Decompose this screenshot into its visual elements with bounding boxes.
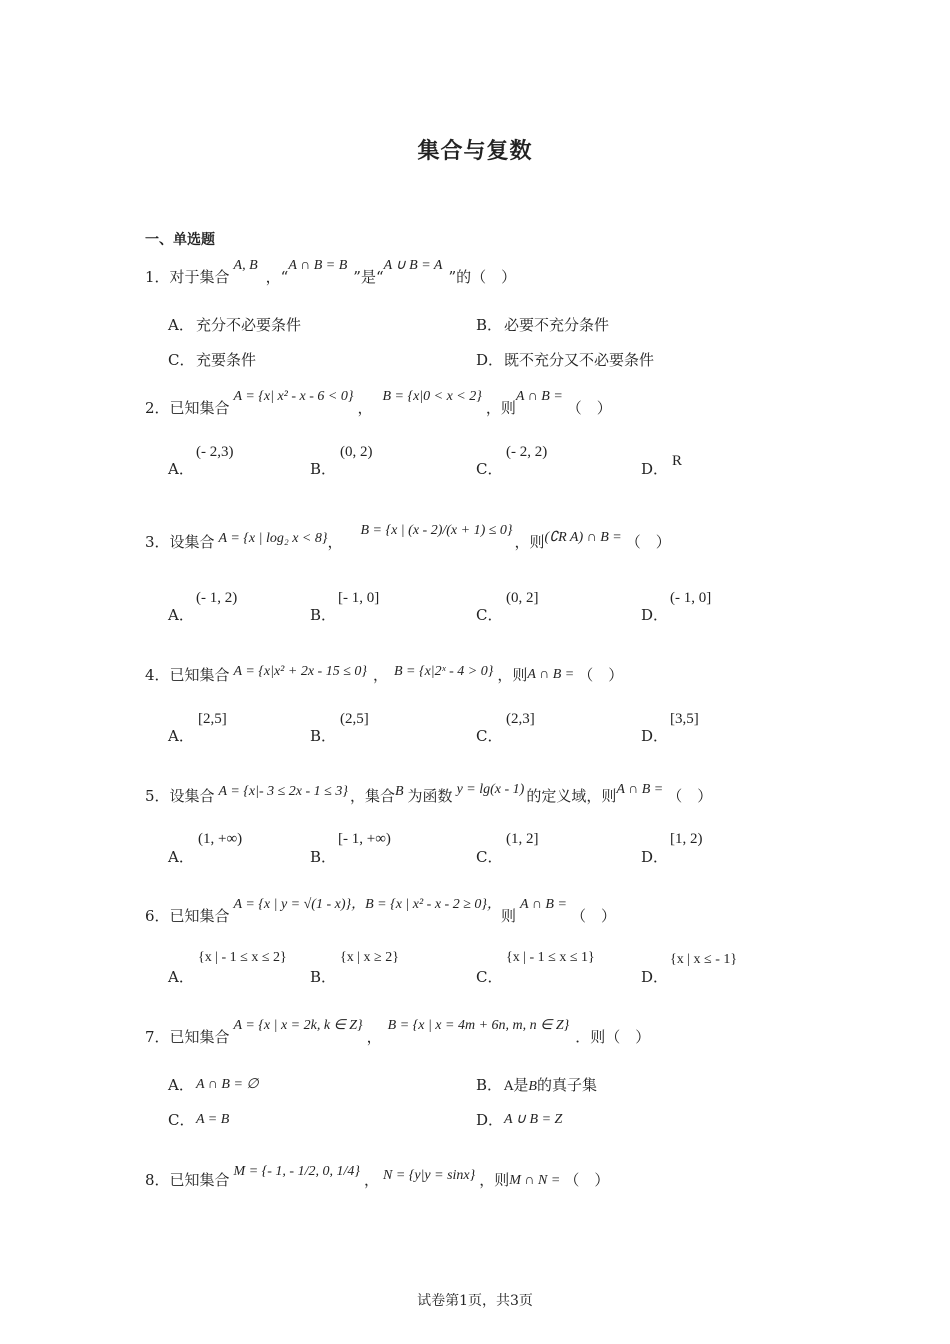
option-label: B．	[310, 968, 337, 986]
question-text: （ ）	[625, 533, 671, 551]
question-number: 4．已知集合	[145, 666, 230, 684]
option-b[interactable]	[476, 314, 609, 335]
math-expr: A = {x| x² - x - 6 < 0}	[233, 389, 354, 404]
option-c[interactable]	[476, 604, 504, 625]
question-text: ，集合	[349, 787, 395, 805]
question-8	[145, 1164, 610, 1190]
question-text: ，	[372, 666, 388, 684]
question-number: 1．对于集合	[145, 268, 230, 286]
math-expr: (∁R A) ∩ B =	[544, 530, 622, 545]
question-text: ”是“	[353, 268, 384, 286]
math-expr: A ∪ B = A	[383, 258, 443, 273]
math-expr: B = {x | x = 4m + 6n, m, n ∈ Z}	[387, 1018, 570, 1033]
option-text: 充要条件	[196, 351, 257, 369]
option-d[interactable]	[641, 846, 669, 867]
option-a-value: (1, +∞)	[198, 831, 243, 847]
question-text: ．则（ ）	[575, 1028, 651, 1046]
option-c[interactable]	[476, 725, 504, 746]
option-a[interactable]	[168, 314, 301, 335]
question-4	[145, 664, 623, 685]
option-c[interactable]	[476, 846, 504, 867]
page-title: 集合与复数	[417, 138, 533, 164]
section-heading: 一、单选题	[145, 232, 215, 248]
question-number: 3．设集合	[145, 533, 215, 551]
option-text: A = B	[196, 1112, 230, 1127]
option-label: B．	[310, 606, 337, 624]
option-b[interactable]	[310, 846, 338, 867]
question-5	[145, 782, 713, 806]
option-text: B	[528, 1079, 537, 1094]
math-expr: A = {x | log₂ x < 8}	[218, 531, 328, 546]
option-text: 的真子集	[536, 1076, 597, 1094]
option-text: A	[504, 1079, 514, 1094]
question-text: ，	[363, 1171, 379, 1189]
question-text: 为函数	[407, 787, 453, 805]
option-label: C．	[476, 727, 503, 745]
question-text: ，	[357, 399, 373, 417]
option-c[interactable]	[476, 966, 504, 987]
math-expr: B = {x|2ˣ - 4 > 0}	[394, 664, 494, 679]
question-text: （ ）	[578, 666, 624, 684]
option-b-value: [- 1, +∞)	[338, 831, 391, 847]
question-number: 2．已知集合	[145, 399, 230, 417]
option-b-value: (2,5]	[340, 711, 369, 727]
option-c[interactable]	[168, 349, 256, 370]
math-expr: A = {x|- 3 ≤ 2x - 1 ≤ 3}	[218, 784, 348, 799]
option-d[interactable]	[641, 604, 669, 625]
option-label: C．	[476, 968, 503, 986]
option-label: D．	[476, 351, 504, 369]
option-label: B．	[476, 316, 503, 334]
option-b[interactable]	[476, 1074, 597, 1095]
question-text: ，	[366, 1028, 382, 1046]
math-expr: A ∩ B =	[616, 782, 664, 797]
question-number: 5．设集合	[145, 787, 215, 805]
question-6	[145, 897, 616, 926]
math-expr: A = {x|x² + 2x - 15 ≤ 0}	[233, 664, 367, 679]
option-a[interactable]	[168, 604, 196, 625]
option-a-value: (- 1, 2)	[196, 590, 238, 606]
option-b[interactable]	[310, 966, 338, 987]
question-3	[145, 523, 671, 552]
option-label: B．	[310, 727, 337, 745]
page-footer: 试卷第1页，共3页	[417, 1293, 533, 1309]
question-7	[145, 1018, 651, 1047]
question-text: （ ）	[570, 907, 616, 925]
question-text: ，则	[479, 1171, 510, 1189]
option-d-value: (- 1, 0]	[670, 590, 712, 606]
option-label: C．	[168, 1111, 195, 1129]
option-a[interactable]	[168, 966, 196, 987]
question-text: ，	[327, 533, 343, 551]
math-expr: A ∩ B =	[520, 897, 567, 912]
option-text: A ∩ B = ∅	[196, 1077, 259, 1092]
option-c-value: {x | - 1 ≤ x ≤ 1}	[506, 950, 595, 965]
option-d-value: {x | x ≤ - 1}	[670, 952, 738, 967]
option-label: D．	[641, 848, 669, 866]
question-text: （ ）	[564, 1171, 610, 1189]
option-c[interactable]	[476, 458, 504, 479]
option-d-value: R	[672, 453, 683, 469]
option-label: D．	[641, 460, 669, 478]
option-text: 必要不充分条件	[504, 316, 610, 334]
option-d[interactable]	[641, 725, 669, 746]
math-expr: B	[394, 784, 404, 799]
option-label: A．	[168, 460, 194, 478]
option-text: 是	[513, 1076, 529, 1094]
math-expr: B = {x|0 < x < 2}	[382, 389, 482, 404]
option-a[interactable]	[168, 725, 196, 746]
option-c-value: (0, 2]	[506, 590, 539, 606]
question-text: 的定义域，则	[526, 787, 617, 805]
option-label: D．	[476, 1111, 504, 1129]
question-text: ，“	[265, 268, 289, 286]
math-expr: B = {x | (x - 2)/(x + 1) ≤ 0}	[360, 523, 513, 538]
math-expr: A = {x | y = √(1 - x)}，B = {x | x² - x - 2 ≥ 0}，	[233, 897, 501, 912]
option-label: C．	[476, 606, 503, 624]
option-b[interactable]	[310, 604, 338, 625]
math-expr: A ∩ B =	[527, 667, 575, 682]
option-label: D．	[641, 606, 669, 624]
option-label: A．	[168, 316, 194, 334]
math-expr: M = {- 1, - 1/2, 0, 1/4}	[233, 1164, 360, 1179]
option-d[interactable]	[476, 349, 654, 370]
option-label: C．	[476, 460, 503, 478]
option-label: B．	[310, 460, 337, 478]
question-text: ，则	[485, 399, 516, 417]
option-d[interactable]	[641, 966, 669, 987]
question-text: 则	[501, 907, 517, 925]
option-label: D．	[641, 968, 669, 986]
option-text: 充分不必要条件	[196, 316, 302, 334]
question-number: 8．已知集合	[145, 1171, 230, 1189]
option-a[interactable]	[168, 458, 196, 479]
option-d[interactable]	[476, 1109, 562, 1130]
option-label: A．	[168, 1076, 194, 1094]
option-label: D．	[641, 727, 669, 745]
option-label: C．	[168, 351, 195, 369]
option-c-value: (1, 2]	[506, 831, 539, 847]
question-1	[145, 258, 517, 287]
question-number: 6．已知集合	[145, 907, 230, 925]
option-label: A．	[168, 848, 194, 866]
option-a-value: [2,5]	[198, 711, 227, 727]
question-text: （ ）	[667, 787, 713, 805]
option-label: C．	[476, 848, 503, 866]
option-label: B．	[476, 1076, 503, 1094]
option-c[interactable]	[168, 1109, 229, 1130]
option-d[interactable]	[641, 458, 669, 479]
option-d-value: [3,5]	[670, 711, 699, 727]
math-expr: A, B	[233, 258, 258, 273]
math-expr: A ∩ B =	[515, 389, 563, 404]
option-label: A．	[168, 968, 194, 986]
option-label: A．	[168, 606, 194, 624]
option-label: A．	[168, 727, 194, 745]
option-a[interactable]	[168, 1074, 259, 1095]
option-a[interactable]	[168, 846, 196, 867]
option-c-value: (- 2, 2)	[506, 444, 548, 460]
question-text: ”的（ ）	[448, 268, 517, 286]
option-b-value: [- 1, 0]	[338, 590, 380, 606]
question-number: 7．已知集合	[145, 1028, 230, 1046]
option-b-value: (0, 2)	[340, 444, 373, 460]
math-expr: A ∩ B = B	[288, 258, 348, 273]
math-expr: A = {x | x = 2k, k ∈ Z}	[233, 1018, 363, 1033]
math-expr: y = lg(x - 1)	[456, 782, 525, 797]
question-2	[145, 389, 612, 418]
option-d-value: [1, 2)	[670, 831, 703, 847]
option-c-value: (2,3]	[506, 711, 535, 727]
option-b-value: {x | x ≥ 2}	[340, 950, 399, 965]
option-b[interactable]	[310, 458, 338, 479]
option-a-value: {x | - 1 ≤ x ≤ 2}	[198, 950, 287, 965]
option-text: 既不充分又不必要条件	[504, 351, 655, 369]
option-label: B．	[310, 848, 337, 866]
question-text: （ ）	[566, 399, 612, 417]
math-expr: N = {y|y = sinx}	[382, 1168, 476, 1183]
question-text: ，则	[497, 666, 528, 684]
math-expr: M ∩ N =	[509, 1173, 561, 1188]
option-b[interactable]	[310, 725, 338, 746]
question-text: ，则	[514, 533, 545, 551]
option-text: A ∪ B = Z	[504, 1112, 563, 1127]
option-a-value: (- 2,3)	[196, 444, 234, 460]
